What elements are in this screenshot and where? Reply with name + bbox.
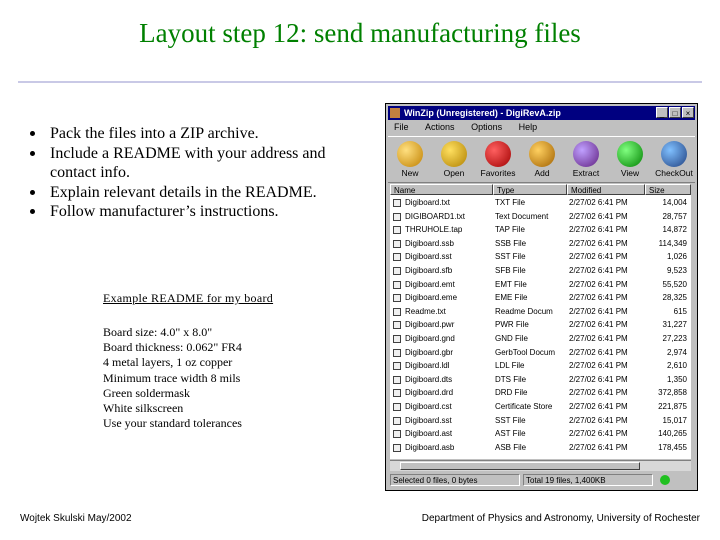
cell-name: THRUHOLE.tap: [405, 225, 463, 235]
cell-size: 28,757: [662, 211, 687, 221]
status-light-icon: [660, 475, 670, 485]
cell-type: DRD File: [495, 388, 528, 398]
file-icon: [393, 294, 401, 302]
cell-name: Digiboard.cst: [405, 402, 452, 411]
cell-type: ASB File: [495, 442, 527, 452]
cell-name: Digiboard.emt: [405, 279, 455, 289]
slide-title: Layout step 12: send manufacturing files: [139, 18, 581, 48]
table-row[interactable]: [390, 251, 691, 263]
bullet-dot-icon: [30, 190, 35, 195]
cell-name: Digiboard.ast: [405, 429, 453, 439]
readme-line: Green soldermask: [103, 385, 190, 400]
status-selected: Selected 0 files, 0 bytes: [390, 474, 520, 486]
maximize-button[interactable]: □: [669, 107, 681, 118]
extract-button[interactable]: Extract: [566, 139, 606, 181]
favorites-button[interactable]: Favorites: [478, 139, 518, 181]
cell-modified: 2/27/02 6:41 PM: [569, 442, 628, 452]
open-folder-icon: [441, 141, 467, 167]
cell-type: EME File: [495, 293, 528, 303]
cell-type: GND File: [495, 334, 528, 343]
column-header-row: [390, 184, 691, 195]
cell-name: Digiboard.asb: [405, 442, 455, 452]
cell-modified: 2/27/02 6:41 PM: [569, 347, 628, 357]
cell-size: 2,610: [666, 361, 687, 371]
cell-modified: 2/27/02 6:41 PM: [569, 252, 628, 262]
view-button[interactable]: View: [610, 139, 650, 181]
table-row[interactable]: [390, 401, 691, 413]
file-list: [390, 195, 691, 459]
cell-type: AST File: [495, 429, 526, 439]
new-button[interactable]: New: [390, 139, 430, 181]
cell-name: Digiboard.dts: [405, 374, 453, 384]
table-row[interactable]: [390, 211, 691, 223]
close-button[interactable]: ×: [682, 107, 694, 118]
file-icon: [393, 267, 401, 275]
file-icon: [393, 349, 401, 357]
cell-size: 14,872: [662, 225, 687, 235]
file-icon: [393, 389, 401, 397]
cell-modified: 2/27/02 6:41 PM: [569, 402, 628, 411]
file-icon: [393, 199, 401, 207]
winzip-window: [385, 103, 698, 491]
cell-modified: 2/27/02 6:41 PM: [569, 361, 628, 371]
footer-author: Wojtek Skulski May/2002: [20, 513, 132, 524]
readme-line: Board thickness: 0.062" FR4: [103, 340, 242, 355]
cell-type: SST File: [495, 415, 526, 425]
cell-size: 31,227: [662, 320, 687, 330]
cell-size: 27,223: [662, 334, 687, 343]
cell-name: Digiboard.eme: [405, 293, 458, 303]
file-icon: [393, 240, 401, 248]
cell-size: 1,350: [666, 374, 687, 384]
cell-size: 140,265: [658, 429, 687, 439]
file-icon: [393, 213, 401, 221]
column-header-size[interactable]: Size: [645, 184, 691, 195]
cell-type: LDL File: [495, 361, 525, 371]
toolbar: [388, 136, 695, 183]
winzip-app-icon: [390, 108, 400, 118]
checkout-icon: [661, 141, 687, 167]
file-icon: [393, 403, 401, 411]
file-icon: [393, 281, 401, 289]
file-icon: [393, 253, 401, 261]
bullet-item: Follow manufacturer’s instructions.: [30, 202, 370, 222]
footer-department: Department of Physics and Astronomy, University of Rochester: [421, 513, 700, 524]
file-icon: [393, 444, 401, 452]
cell-size: 1,026: [666, 252, 687, 262]
minimize-button[interactable]: _: [656, 107, 668, 118]
file-icon: [393, 335, 401, 343]
add-button[interactable]: Add: [522, 139, 562, 181]
file-icon: [393, 417, 401, 425]
cell-type: SST File: [495, 252, 526, 262]
cell-size: 9,523: [666, 266, 687, 275]
cell-type: SFB File: [495, 266, 526, 275]
cell-modified: 2/27/02 6:41 PM: [569, 198, 628, 207]
new-archive-icon: [397, 141, 423, 167]
table-row[interactable]: [390, 292, 691, 304]
cell-modified: 2/27/02 6:41 PM: [569, 293, 628, 303]
cell-type: EMT File: [495, 279, 527, 289]
cell-type: SSB File: [495, 238, 527, 248]
table-row[interactable]: [390, 428, 691, 440]
table-row[interactable]: [390, 374, 691, 386]
table-row[interactable]: [390, 265, 691, 277]
column-header-name[interactable]: Name: [390, 184, 493, 195]
readme-line: Board size: 4.0" x 8.0": [103, 325, 213, 339]
cell-type: Certificate Store: [495, 402, 553, 411]
table-row[interactable]: [390, 224, 691, 236]
cell-modified: 2/27/02 6:41 PM: [569, 211, 628, 221]
cell-size: 14,004: [662, 198, 687, 207]
favorites-heart-icon: [485, 141, 511, 167]
menu-help[interactable]: Help: [518, 122, 538, 132]
bullet-dot-icon: [30, 151, 35, 156]
checkout-button[interactable]: CheckOut: [654, 139, 694, 181]
cell-modified: 2/27/02 6:41 PM: [569, 225, 628, 235]
readme-body: [103, 325, 242, 431]
cell-modified: 2/27/02 6:41 PM: [569, 279, 628, 289]
file-icon: [393, 362, 401, 370]
cell-size: 2,974: [666, 347, 687, 357]
cell-type: PWR File: [495, 320, 529, 330]
table-row[interactable]: [390, 442, 691, 454]
readme-line: White silkscreen: [103, 401, 184, 416]
table-row[interactable]: [390, 306, 691, 318]
cell-name: Digiboard.sst: [405, 252, 452, 262]
table-row[interactable]: [390, 197, 691, 209]
cell-size: 372,858: [658, 388, 687, 398]
cell-modified: 2/27/02 6:41 PM: [569, 388, 628, 398]
bullet-item: Explain relevant details in the README.: [30, 183, 370, 203]
view-eye-icon: [617, 141, 643, 167]
status-bar: [390, 474, 691, 486]
cell-modified: 2/27/02 6:41 PM: [569, 374, 628, 384]
readme-heading: Example README for my board: [103, 291, 274, 305]
file-icon: [393, 226, 401, 234]
cell-modified: 2/27/02 6:41 PM: [569, 306, 628, 316]
table-row[interactable]: [390, 360, 691, 372]
cell-modified: 2/27/02 6:41 PM: [569, 320, 628, 330]
table-row[interactable]: [390, 333, 691, 345]
cell-name: Digiboard.sst: [405, 415, 452, 425]
bullet-list: [30, 124, 370, 222]
cell-size: 28,325: [662, 293, 687, 303]
bullet-dot-icon: [30, 209, 35, 214]
title-divider: [18, 81, 702, 83]
readme-line: Minimum trace width 8 mils: [103, 370, 241, 385]
cell-type: GerbTool Docum: [495, 347, 556, 357]
cell-name: Digiboard.txt: [405, 198, 450, 207]
cell-modified: 2/27/02 6:41 PM: [569, 334, 628, 343]
bullet-item: Pack the files into a ZIP archive.: [30, 124, 370, 144]
extract-files-icon: [573, 141, 599, 167]
cell-modified: 2/27/02 6:41 PM: [569, 238, 628, 248]
cell-size: 55,520: [662, 279, 687, 289]
cell-type: Readme Docum: [495, 306, 553, 316]
column-header-type[interactable]: Type: [493, 184, 567, 195]
menu-bar: [388, 121, 695, 134]
scrollbar-thumb[interactable]: [400, 462, 640, 470]
file-icon: [393, 430, 401, 438]
cell-name: Digiboard.ssb: [405, 238, 454, 248]
add-files-icon: [529, 141, 555, 167]
bullet-item: Include a README with your address and contact info.: [30, 144, 370, 183]
cell-size: 221,875: [658, 402, 687, 411]
window-titlebar[interactable]: [388, 106, 695, 120]
cell-name: Digiboard.drd: [405, 388, 454, 398]
cell-name: Digiboard.ldl: [405, 361, 450, 371]
readme-line: 4 metal layers, 1 oz copper: [103, 355, 233, 370]
cell-type: DTS File: [495, 374, 527, 384]
table-row[interactable]: [390, 347, 691, 359]
column-header-modified[interactable]: Modified: [567, 184, 645, 195]
cell-name: Digiboard.pwr: [405, 320, 455, 330]
menu-actions[interactable]: Actions: [425, 122, 455, 132]
status-total: Total 19 files, 1,400KB: [523, 474, 653, 486]
cell-name: DIGIBOARD1.txt: [405, 211, 466, 221]
cell-type: Text Document: [495, 211, 549, 221]
cell-modified: 2/27/02 6:41 PM: [569, 429, 628, 439]
file-icon: [393, 321, 401, 329]
table-row[interactable]: [390, 238, 691, 250]
file-icon: [393, 376, 401, 384]
cell-name: Readme.txt: [405, 306, 446, 316]
menu-options[interactable]: Options: [471, 122, 503, 132]
table-row[interactable]: [390, 319, 691, 331]
window-title: WinZip (Unregistered) - DigiRevA.zip: [404, 108, 561, 118]
menu-file[interactable]: File: [394, 122, 409, 132]
cell-type: TAP File: [495, 225, 525, 235]
cell-size: 114,349: [658, 238, 687, 248]
table-row[interactable]: [390, 415, 691, 427]
cell-modified: 2/27/02 6:41 PM: [569, 266, 628, 275]
table-row[interactable]: [390, 279, 691, 291]
cell-name: Digiboard.gnd: [405, 334, 455, 343]
bullet-dot-icon: [30, 131, 35, 136]
open-button[interactable]: Open: [434, 139, 474, 181]
cell-size: 178,455: [658, 442, 687, 452]
cell-name: Digiboard.gbr: [405, 347, 454, 357]
cell-size: 15,017: [662, 415, 687, 425]
table-row[interactable]: [390, 387, 691, 399]
cell-size: 615: [673, 306, 687, 316]
cell-modified: 2/27/02 6:41 PM: [569, 415, 628, 425]
cell-name: Digiboard.sfb: [405, 266, 453, 275]
file-icon: [393, 308, 401, 316]
readme-line: Use your standard tolerances: [103, 416, 242, 431]
horizontal-scrollbar[interactable]: [390, 460, 691, 471]
cell-type: TXT File: [495, 198, 526, 207]
